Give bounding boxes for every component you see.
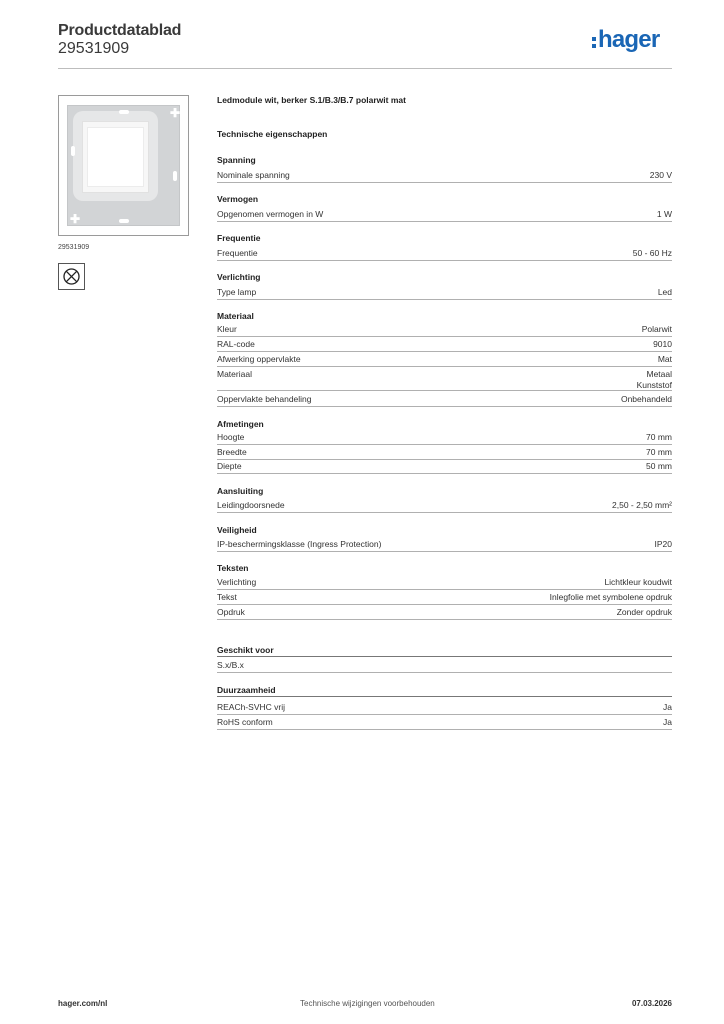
spec-label: Type lamp (217, 287, 257, 297)
spec-label: Afwerking oppervlakte (217, 354, 301, 364)
spec-row (217, 575, 672, 590)
section-title: Spanning (217, 155, 256, 165)
spec-row (217, 459, 672, 474)
spec-row (217, 537, 672, 552)
spec-row (217, 168, 672, 183)
spec-label: Breedte (217, 447, 247, 457)
spec-row (217, 715, 672, 730)
plus-marker-icon: ✚ (70, 212, 81, 226)
spec-row (217, 285, 672, 300)
spec-label: REACh-SVHC vrij (217, 702, 286, 712)
suitable-row (217, 658, 672, 673)
spec-row (217, 445, 672, 460)
spec-label: IP-beschermingsklasse (Ingress Protection) (217, 539, 382, 549)
spec-row (217, 700, 672, 715)
spec-row (217, 430, 672, 445)
image-caption: 29531909 (58, 244, 90, 251)
section-title: Teksten (217, 563, 249, 573)
product-image (58, 95, 189, 236)
section-title: Veiligheid (217, 525, 257, 535)
section-title: Aansluiting (217, 486, 264, 496)
header-divider (58, 68, 672, 69)
spec-label: Opdruk (217, 607, 245, 617)
spec-value: 70 mm (646, 432, 672, 442)
section-title: Afmetingen (217, 419, 264, 429)
technical-heading: Technische eigenschappen (217, 129, 328, 139)
spec-value: Kunststof (636, 380, 672, 390)
logo-text: hager (598, 26, 660, 53)
section-title: Frequentie (217, 233, 261, 243)
spec-value: Metaal (646, 369, 672, 379)
spec-value: 1 W (656, 209, 672, 219)
spec-value: Mat (657, 354, 672, 364)
section-title: Vermogen (217, 194, 259, 204)
spec-value-group (637, 369, 672, 391)
spec-label: Leidingdoorsnede (217, 500, 285, 510)
spec-value: Polarwit (641, 324, 672, 334)
frame-slot (119, 110, 129, 114)
lamp-symbol-icon (58, 263, 85, 290)
section-title: Verlichting (217, 272, 261, 282)
frame-slot (173, 171, 177, 181)
spec-value: 230 V (649, 170, 672, 180)
spec-value: 70 mm (646, 447, 672, 457)
spec-row (217, 590, 672, 605)
page-title: Productdatablad (58, 22, 182, 39)
footer-date: 07.03.2026 (631, 999, 672, 1008)
spec-value: 9010 (653, 339, 672, 349)
spec-value: Ja (663, 717, 672, 727)
spec-value: 2,50 - 2,50 mm² (612, 500, 672, 510)
section-title: Materiaal (217, 311, 254, 321)
spec-value: Zonder opdruk (616, 607, 672, 617)
spec-value: Lichtkleur koudwit (604, 577, 672, 587)
sustainability-title: Duurzaamheid (217, 685, 672, 697)
spec-label: Hoogte (217, 432, 245, 442)
footer-website-link[interactable]: hager.com/nl (58, 999, 108, 1008)
spec-label: RoHS conform (217, 717, 273, 727)
spec-value: Inlegfolie met symbolene opdruk (549, 592, 672, 602)
frame-slot (119, 219, 129, 223)
spec-label: Diepte (217, 461, 242, 471)
spec-label: Tekst (217, 592, 237, 602)
product-number: 29531909 (58, 40, 130, 57)
spec-label: Oppervlakte behandeling (217, 394, 312, 404)
spec-row (217, 605, 672, 620)
spec-row (217, 392, 672, 407)
spec-value: Ja (663, 702, 672, 712)
spec-label: Nominale spanning (217, 170, 290, 180)
frame-slot (71, 146, 75, 156)
spec-value: 50 mm (646, 461, 672, 471)
product-title: Ledmodule wit, berker S.1/B.3/B.7 polarwit mat (217, 95, 406, 105)
suitable-value: S.x/B.x (217, 660, 244, 670)
spec-label: Frequentie (217, 248, 258, 258)
suitable-title: Geschikt voor (217, 645, 672, 657)
spec-label: Materiaal (217, 369, 252, 379)
spec-value: Onbehandeld (620, 394, 672, 404)
spec-row (217, 352, 672, 367)
hager-logo[interactable] (592, 28, 659, 52)
spec-value: Led (657, 287, 672, 297)
spec-row (217, 367, 672, 391)
spec-row (217, 337, 672, 352)
spec-value: 50 - 60 Hz (632, 248, 672, 258)
spec-label: Opgenomen vermogen in W (217, 209, 324, 219)
spec-value: IP20 (654, 539, 672, 549)
spec-label: RAL-code (217, 339, 255, 349)
plus-marker-icon: ✚ (170, 106, 181, 120)
spec-label: Verlichting (217, 577, 257, 587)
spec-row (217, 246, 672, 261)
spec-row (217, 498, 672, 513)
module-plate-inner (87, 127, 144, 187)
spec-row (217, 322, 672, 337)
spec-row (217, 207, 672, 222)
footer-disclaimer: Technische wijzigingen voorbehouden (300, 999, 435, 1008)
spec-label: Kleur (217, 324, 237, 334)
logo-mark-icon (592, 37, 596, 48)
